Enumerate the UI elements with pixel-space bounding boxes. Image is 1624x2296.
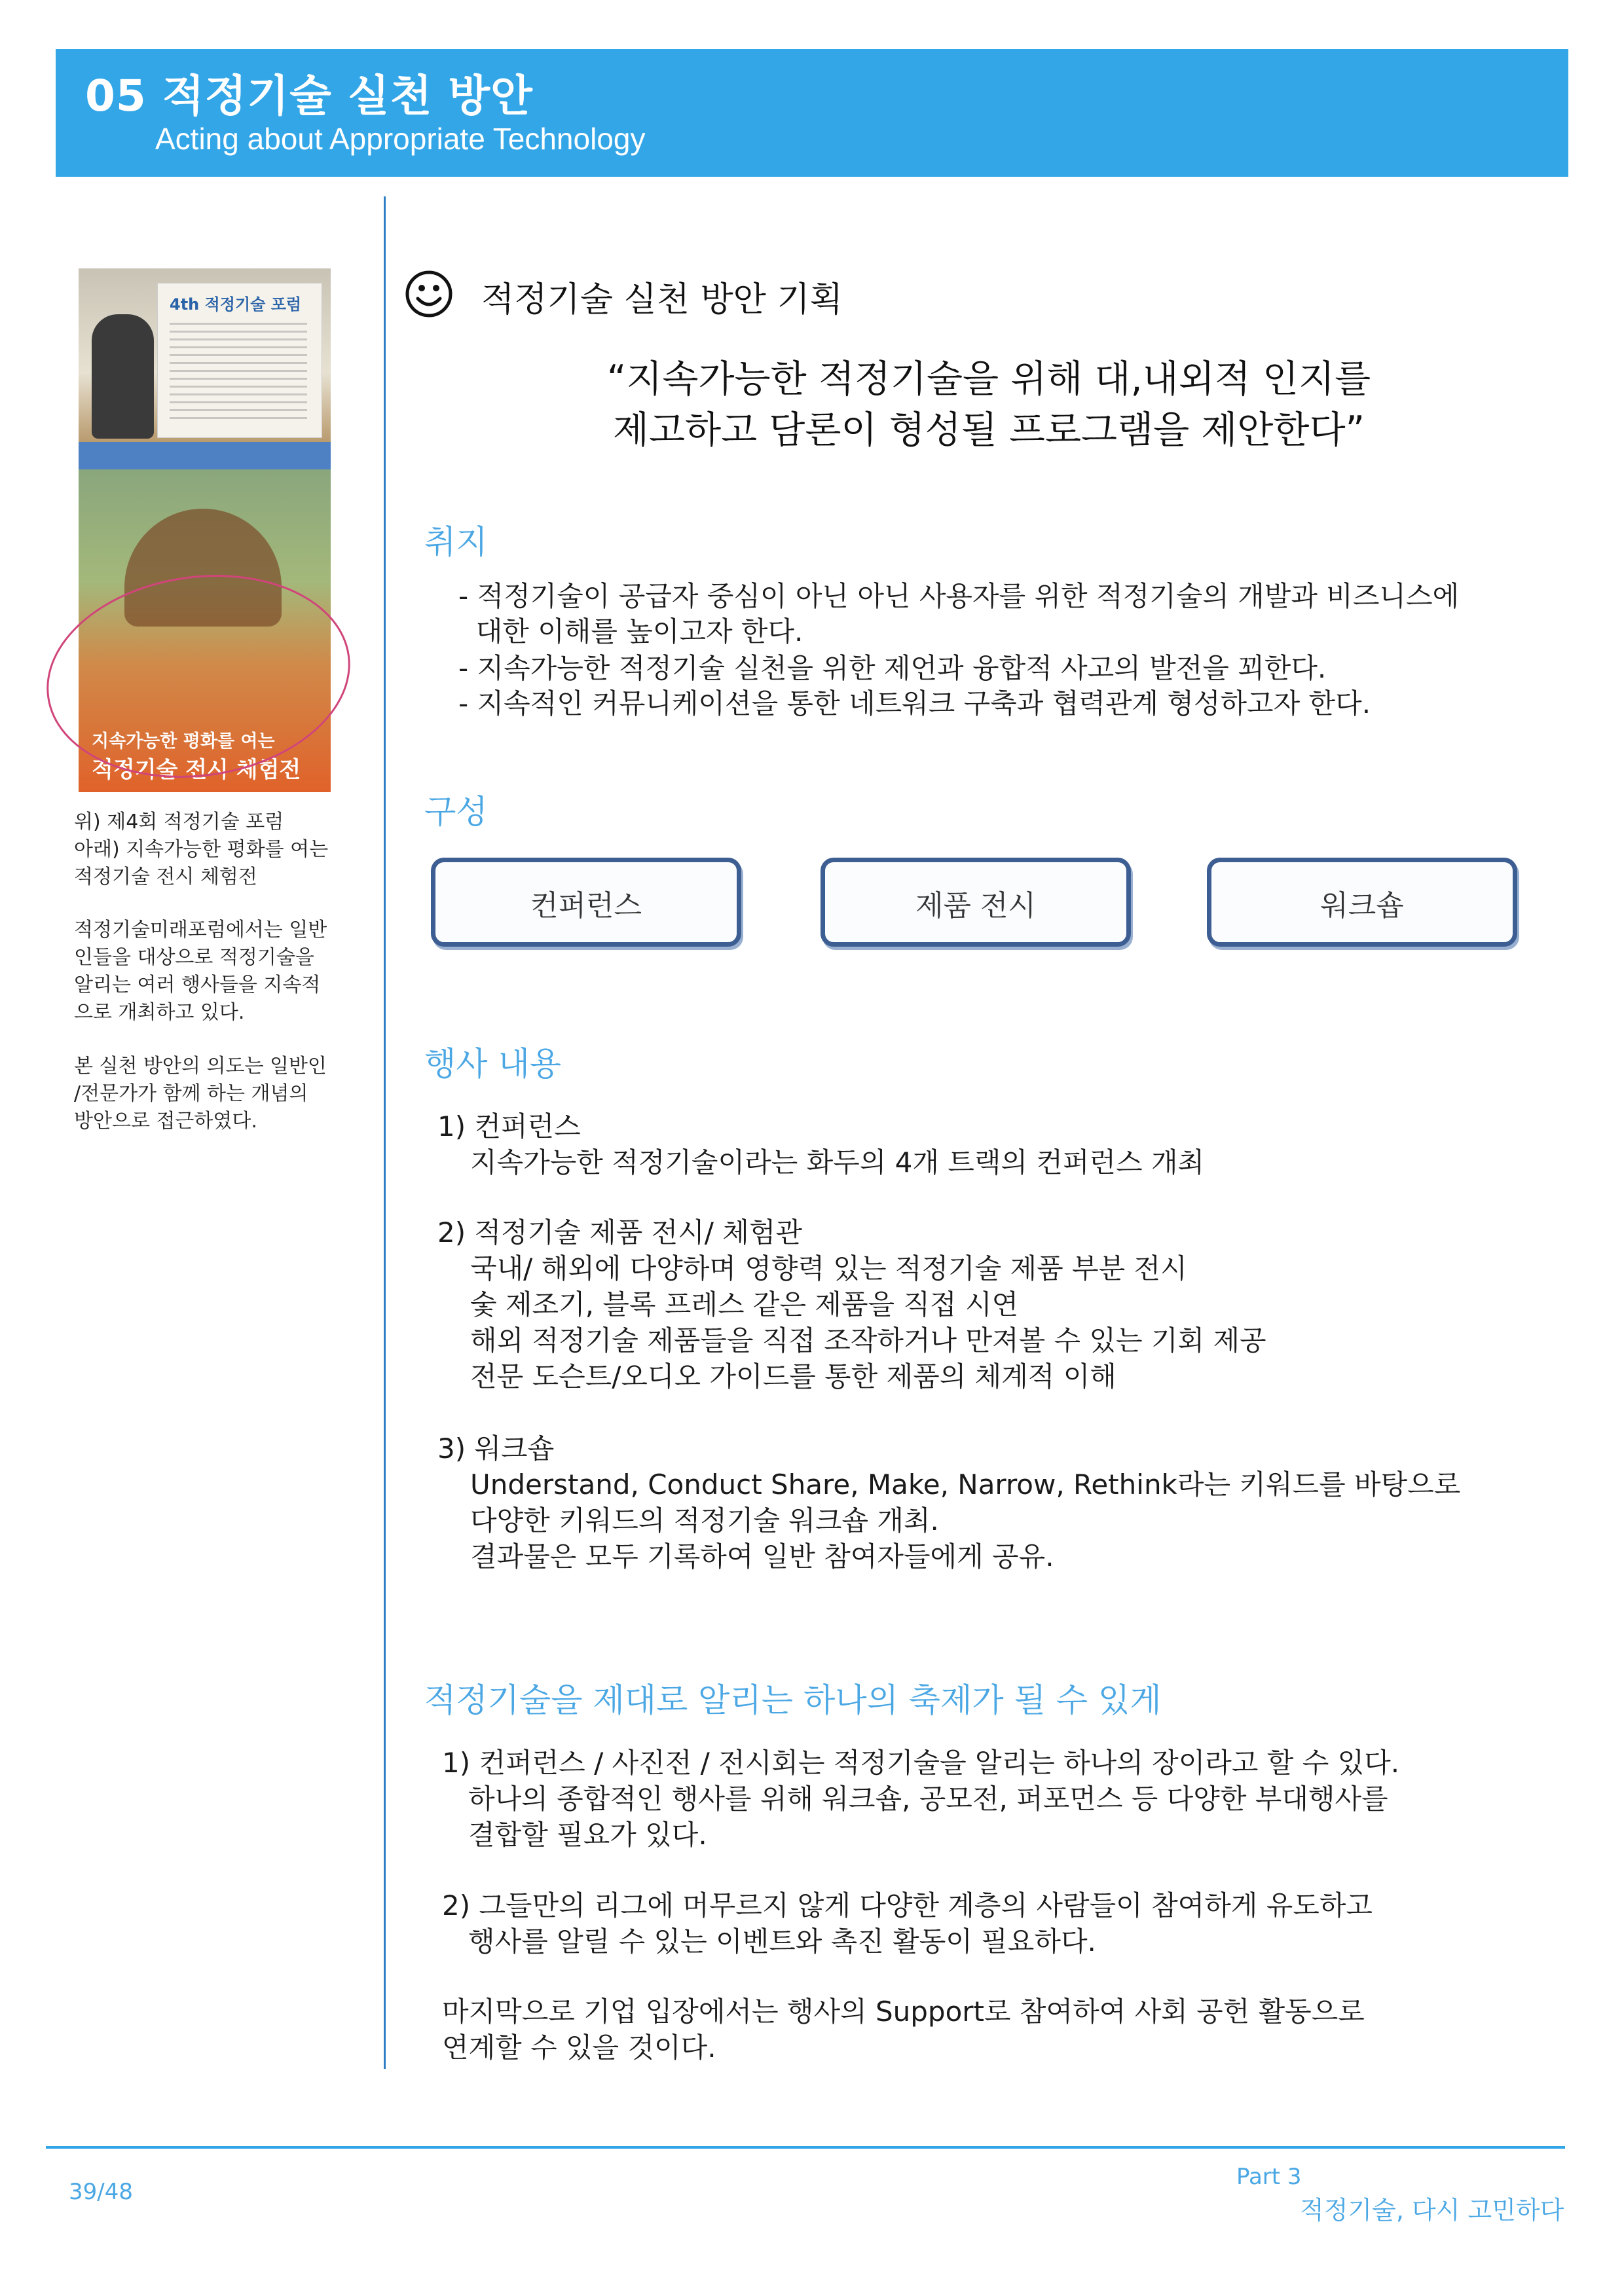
section-title: 05 적정기술 실천 방안 xyxy=(85,71,533,121)
poster-top-title: 4th 적정기술 포럼 xyxy=(170,295,302,314)
event-item-line: 숯 제조기, 블록 프레스 같은 제품을 직접 시연 xyxy=(470,1288,1019,1321)
product-exhibition-label: 제품 전시 xyxy=(915,889,1036,922)
event-item-line: 결과물은 모두 기록하여 일반 참여자들에게 공유. xyxy=(470,1540,1054,1573)
page-number: 39/48 xyxy=(69,2179,133,2205)
poster-strip xyxy=(79,442,331,469)
poster-caption-line: 적정기술 전시 체험전 xyxy=(74,866,257,888)
festival-line: 하나의 종합적인 행사를 위해 워크숍, 공모전, 퍼포먼스 등 다양한 부대행사를 xyxy=(442,1783,1388,1815)
poster-person-figure xyxy=(92,314,154,439)
composition-heading: 구성 xyxy=(424,793,488,831)
poster-info-card xyxy=(157,283,322,438)
poster-top-section xyxy=(79,268,331,442)
sidebar-paragraph-line: 방안으로 접근하였다. xyxy=(74,1110,257,1133)
event-item-line: 지속가능한 적정기술이라는 화두의 4개 트랙의 컨퍼런스 개최 xyxy=(470,1146,1205,1178)
sidebar-paragraph-line: 으로 개최하고 있다. xyxy=(74,1001,245,1024)
event-item-line: 국내/ 해외에 다양하며 영향력 있는 적정기술 제품 부분 전시 xyxy=(470,1252,1187,1285)
festival-heading: 적정기술을 제대로 알리는 하나의 축제가 될 수 있게 xyxy=(424,1681,1162,1719)
sidebar-paragraph-line: 인들을 대상으로 적정기술을 xyxy=(74,946,314,969)
footer-part-label: Part 3 xyxy=(1236,2164,1302,2190)
footer-part-title: 적정기술, 다시 고민하다 xyxy=(1300,2196,1564,2225)
festival-line: 행사를 알릴 수 있는 이벤트와 촉진 활동이 필요하다. xyxy=(442,1925,1096,1958)
poster-bottom-text-1: 지속가능한 평화를 여는 xyxy=(92,731,275,752)
purpose-line: - 지속적인 커뮤니케이션을 통한 네트워크 구축과 협력관계 형성하고자 한다. xyxy=(458,687,1371,720)
smiley-icon xyxy=(405,270,453,318)
header-bar xyxy=(56,49,1568,177)
poster-caption-line: 아래) 지속가능한 평화를 여는 xyxy=(74,838,329,861)
poster-caption-line: 위) 제4회 적정기술 포럼 xyxy=(74,811,284,833)
proposal-quote xyxy=(419,354,1559,456)
sidebar-paragraph-line: /전문가가 함께 하는 개념의 xyxy=(74,1082,308,1105)
quote-line: “지속가능한 적정기술을 위해 대,내외적 인지를 xyxy=(606,357,1371,401)
poster-bottom-text-2: 적정기술 전시 체험전 xyxy=(92,757,301,783)
sidebar-paragraph-line: 적정기술미래포럼에서는 일반 xyxy=(74,919,327,941)
event-item-line: 다양한 키워드의 적정기술 워크숍 개최. xyxy=(470,1504,939,1537)
festival-line: 결합할 필요가 있다. xyxy=(442,1819,707,1851)
sidebar-paragraph-line: 본 실천 방안의 의도는 일반인 xyxy=(74,1055,327,1078)
event-item-line: Understand, Conduct Share, Make, Narrow, Rethink라는 키워드를 바탕으로 xyxy=(470,1468,1461,1501)
section-subtitle: Acting about Appropriate Technology xyxy=(155,122,646,156)
event-item-title: 1) 컨퍼런스 xyxy=(437,1110,581,1142)
festival-line: 1) 컨퍼런스 / 사진전 / 전시회는 적정기술을 알리는 하나의 장이라고 할 수 있다. xyxy=(442,1747,1400,1779)
purpose-line: - 지속가능한 적정기술 실천을 위한 제언과 융합적 사고의 발전을 꾀한다. xyxy=(458,652,1327,684)
footer-divider xyxy=(46,2146,1565,2149)
closing-line: 마지막으로 기업 입장에서는 행사의 Support로 참여하여 사회 공헌 활동으로 xyxy=(442,1995,1365,2028)
vertical-divider xyxy=(384,196,386,2069)
purpose-heading: 취지 xyxy=(424,523,488,561)
workshop-label: 워크숍 xyxy=(1320,889,1404,922)
event-item-line: 전문 도슨트/오디오 가이드를 통한 제품의 체계적 이해 xyxy=(470,1360,1116,1393)
sidebar-paragraph-line: 알리는 여러 행사들을 지속적 xyxy=(74,974,321,996)
purpose-line: - 적정기술이 공급자 중심이 아닌 아닌 사용자를 위한 적정기술의 개발과 비즈니스에 xyxy=(458,580,1460,612)
event-item-title: 2) 적정기술 제품 전시/ 체험관 xyxy=(437,1216,802,1248)
conference-box xyxy=(431,858,741,947)
product-exhibition-box xyxy=(821,858,1131,947)
closing-line: 연계할 수 있을 것이다. xyxy=(442,2032,716,2064)
event-item-title: 3) 워크숍 xyxy=(437,1432,555,1465)
conference-label: 컨퍼런스 xyxy=(530,889,642,922)
events-heading: 행사 내용 xyxy=(424,1045,562,1083)
plan-title: 적정기술 실천 방안 기획 xyxy=(481,280,843,319)
festival-line: 2) 그들만의 리그에 머무르지 않게 다양한 계층의 사람들이 참여하게 유도하고 xyxy=(442,1889,1373,1922)
workshop-box xyxy=(1207,858,1517,947)
poster-fine-print xyxy=(170,323,307,421)
purpose-line: 대한 이해를 높이고자 한다. xyxy=(458,615,803,647)
event-item-line: 해외 적정기술 제품들을 직접 조작하거나 만져볼 수 있는 기회 제공 xyxy=(470,1324,1266,1357)
quote-line: 제고하고 담론이 형성될 프로그램을 제안한다” xyxy=(612,409,1365,452)
